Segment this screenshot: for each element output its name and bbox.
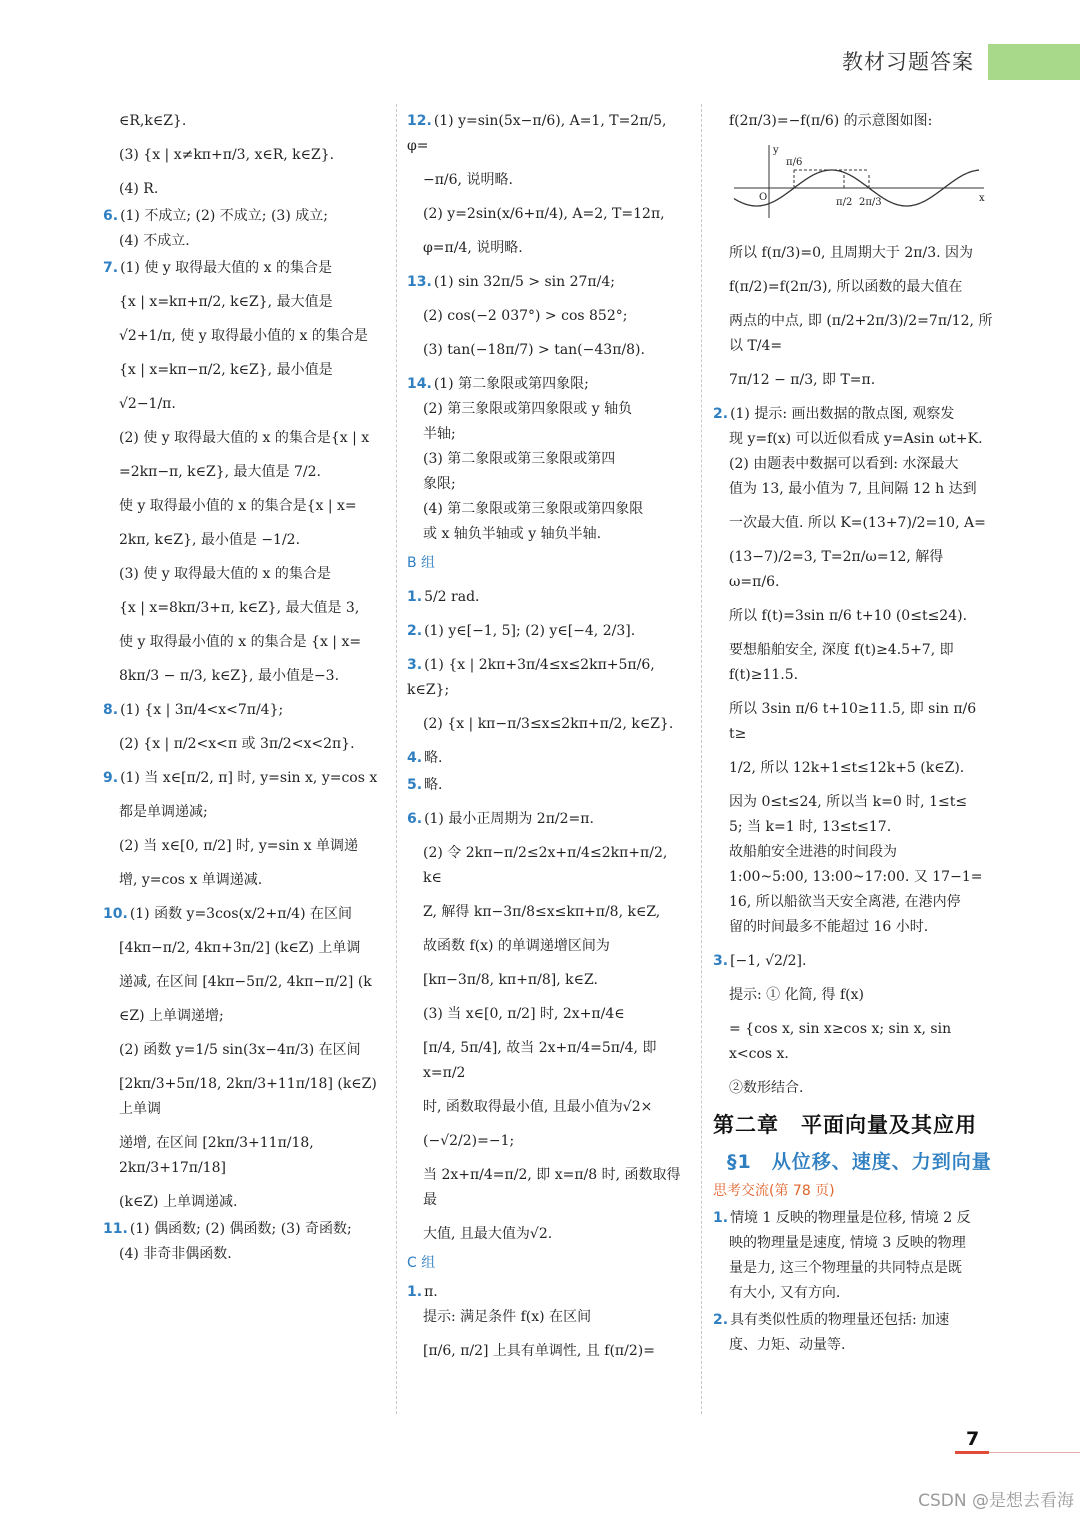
- answer-line: [407, 934, 689, 959]
- answer-line: [713, 815, 993, 840]
- answer-text: 16, 所以船欲当天安全离港, 在港内停: [729, 894, 961, 910]
- answer-text: (2) 当 x∈[0, π/2] 时, y=sin x 单调递: [119, 838, 359, 854]
- answer-text: 量是力, 这三个物理量的共同特点是既: [729, 1260, 962, 1276]
- answer-item: [407, 270, 689, 363]
- sine-sketch-graph: [729, 143, 989, 223]
- answer-item: [103, 177, 383, 202]
- answer-text: f(π/2)=f(2π/3), 所以函数的最大值在: [729, 279, 963, 295]
- question-number: 1.: [713, 1210, 729, 1226]
- answer-line: [407, 1305, 689, 1330]
- answer-text: 半轴;: [423, 426, 456, 442]
- answer-item: [713, 1206, 993, 1306]
- answer-column-right: [713, 100, 993, 1360]
- answer-line: [103, 358, 383, 383]
- answer-line: [407, 422, 689, 447]
- answer-line: [407, 304, 689, 329]
- answer-line: [407, 807, 689, 832]
- tick-label: π/6: [786, 157, 803, 168]
- answer-item: [103, 143, 383, 168]
- answer-text: 有大小, 又有方向.: [729, 1285, 841, 1301]
- answer-line: [103, 1242, 383, 1267]
- answer-line: [713, 545, 993, 595]
- answer-line: [713, 1256, 993, 1281]
- answer-line: [407, 338, 689, 363]
- answer-line: [713, 109, 993, 134]
- answer-line: [407, 712, 689, 737]
- column-divider: [396, 104, 397, 1414]
- answer-text: 2kπ, k∈Z}, 最小值是 −1/2.: [119, 532, 301, 548]
- answer-text: 1/2, 所以 12k+1≤t≤12k+5 (k∈Z).: [729, 760, 965, 776]
- answer-item: [407, 653, 689, 737]
- answer-item: [407, 1280, 689, 1364]
- answer-line: [407, 1339, 689, 1364]
- answer-text: 情境 1 反映的物理量是位移, 情境 2 反: [730, 1210, 971, 1226]
- answer-text: (k∈Z) 上单调递减.: [119, 1194, 238, 1210]
- answer-line: [103, 109, 383, 134]
- answer-text: [4kπ−π/2, 4kπ+3π/2] (k∈Z) 上单调: [119, 940, 361, 956]
- subsection-title: 思考交流(第 78 页): [713, 1183, 835, 1199]
- answer-text: (1) 使 y 取得最大值的 x 的集合是: [120, 260, 332, 276]
- question-number: 11.: [103, 1221, 128, 1237]
- answer-text: (1) {x | 2kπ+3π/4≤x≤2kπ+5π/6, k∈Z};: [407, 657, 655, 698]
- answer-text: ∈R,k∈Z}.: [119, 113, 187, 129]
- question-number: 9.: [103, 770, 119, 786]
- header-title: 教材习题答案: [842, 50, 974, 74]
- answer-line: [407, 746, 689, 771]
- answer-line: [407, 1222, 689, 1247]
- answer-text: 因为 0≤t≤24, 所以当 k=0 时, 1≤t≤: [729, 794, 968, 810]
- tick-label: π/2: [836, 197, 853, 208]
- answer-line: [713, 275, 993, 300]
- answer-line: [713, 477, 993, 502]
- answer-line: [103, 1190, 383, 1215]
- answer-line: [407, 236, 689, 261]
- answer-text: 度、力矩、动量等.: [729, 1337, 846, 1353]
- answer-text: [π/4, 5π/4], 故当 2x+π/4=5π/4, 即 x=π/2: [423, 1040, 657, 1081]
- answer-line: [713, 1308, 993, 1333]
- x-axis-label: x: [979, 193, 985, 204]
- answer-item: [103, 766, 383, 893]
- answer-line: [103, 1038, 383, 1063]
- answer-text: 故函数 f(x) 的单调递增区间为: [423, 938, 610, 954]
- answer-text: 递增, 在区间 [2kπ/3+11π/18, 2kπ/3+17π/18]: [119, 1135, 314, 1176]
- answer-item: [407, 372, 689, 547]
- answer-line: [103, 528, 383, 553]
- answer-line: [407, 900, 689, 925]
- answer-line: [713, 756, 993, 781]
- chapter-title: 第二章 平面向量及其应用: [713, 1113, 977, 1137]
- question-number: 8.: [103, 702, 119, 718]
- answer-item: [103, 902, 383, 1215]
- answer-text: 时, 函数取得最小值, 且最小值为√2×: [423, 1099, 653, 1115]
- answer-line: [407, 773, 689, 798]
- answer-line: [103, 902, 383, 927]
- answer-line: [407, 397, 689, 422]
- answer-text: 都是单调递减;: [119, 804, 208, 820]
- answer-line: [407, 841, 689, 891]
- answer-item: [407, 619, 689, 644]
- answer-text: (4) 不成立.: [119, 233, 190, 249]
- answer-text: (1) 当 x∈[π/2, π] 时, y=sin x, y=cos x: [120, 770, 378, 786]
- answer-text: √2−1/π.: [119, 396, 176, 412]
- answer-text: 递减, 在区间 [4kπ−5π/2, 4kπ−π/2] (k: [119, 974, 372, 990]
- answer-line: [713, 511, 993, 536]
- answer-line: [407, 619, 689, 644]
- answer-line: [103, 1131, 383, 1181]
- answer-item: [407, 109, 689, 261]
- answer-line: [103, 290, 383, 315]
- answer-text: (1) 提示: 画出数据的散点图, 观察发: [730, 406, 955, 422]
- answer-line: [103, 143, 383, 168]
- answer-line: [103, 766, 383, 791]
- answer-line: [713, 865, 993, 890]
- answer-text: 当 2x+π/4=π/2, 即 x=π/8 时, 函数取得最: [423, 1167, 681, 1208]
- answer-line: [713, 663, 993, 688]
- answer-text: −π/6, 说明略.: [423, 172, 513, 188]
- answer-item: [713, 109, 993, 232]
- answer-line: [407, 1095, 689, 1120]
- answer-line: [713, 402, 993, 427]
- answer-text: (1) y=sin(5x−π/6), A=1, T=2π/5, φ=: [407, 113, 667, 154]
- answer-line: [103, 204, 383, 229]
- answer-item: [407, 746, 689, 771]
- answer-text: ∈Z) 上单调递增;: [119, 1008, 224, 1024]
- answer-text: (1) 不成立; (2) 不成立; (3) 成立;: [120, 208, 328, 224]
- answer-line: [713, 638, 993, 663]
- answer-text: φ=π/4, 说明略.: [423, 240, 523, 256]
- answer-item: [407, 585, 689, 610]
- answer-line: [103, 698, 383, 723]
- answer-text: (4) 第二象限或第三象限或第四象限: [423, 501, 644, 517]
- page-number-underline: [955, 1451, 989, 1454]
- answer-text: {x | x=8kπ/3+π, k∈Z}, 最大值是 3,: [119, 600, 360, 616]
- answer-line: [103, 426, 383, 451]
- answer-line: [103, 834, 383, 859]
- question-number: 1.: [407, 1284, 423, 1300]
- answer-text: =2kπ−π, k∈Z}, 最大值是 7/2.: [119, 464, 321, 480]
- answer-line: [103, 256, 383, 281]
- answer-text: 现 y=f(x) 可以近似看成 y=Asin ωt+K.: [729, 431, 983, 447]
- watermark: CSDN @是想去看海: [918, 1491, 1074, 1511]
- answer-text: √2+1/π, 使 y 取得最小值的 x 的集合是: [119, 328, 368, 344]
- answer-text: 所以 f(t)=3sin π/6 t+10 (0≤t≤24).: [729, 608, 968, 624]
- answer-text: 略.: [424, 750, 443, 766]
- answer-text: (3) 当 x∈[0, π/2] 时, 2x+π/4∈: [423, 1006, 625, 1022]
- answer-column-middle: [407, 100, 689, 1373]
- answer-line: [713, 1281, 993, 1306]
- answer-item: [407, 773, 689, 798]
- answer-line: [407, 522, 689, 547]
- answer-line: [713, 1076, 993, 1101]
- answer-text: 5/2 rad.: [424, 589, 480, 605]
- answer-line: [407, 653, 689, 703]
- answer-line: [103, 1004, 383, 1029]
- answer-text: (1) {x | 3π/4<x<7π/4};: [120, 702, 284, 718]
- answer-text: (3) 第二象限或第三象限或第四: [423, 451, 616, 467]
- group-heading: B 组: [407, 555, 436, 571]
- answer-line: [713, 915, 993, 940]
- answer-line: [407, 585, 689, 610]
- answer-text: (3) 使 y 取得最大值的 x 的集合是: [119, 566, 331, 582]
- answer-line: [713, 427, 993, 452]
- answer-line: [407, 1163, 689, 1213]
- answer-line: [407, 1002, 689, 1027]
- answer-line: [407, 109, 689, 159]
- answer-item: [103, 1217, 383, 1267]
- answer-text: 增, y=cos x 单调递减.: [119, 872, 263, 888]
- answer-line: [713, 241, 993, 266]
- answer-line: [713, 1333, 993, 1358]
- answer-item: [103, 256, 383, 689]
- answer-item: [103, 698, 383, 757]
- answer-line: [713, 949, 993, 974]
- answer-text: (1) y∈[−1, 5]; (2) y∈[−4, 2/3].: [424, 623, 636, 639]
- answer-text: [π/6, π/2] 上具有单调性, 且 f(π/2)=: [423, 1343, 655, 1359]
- answer-text: ②数形结合.: [729, 1080, 804, 1096]
- question-number: 7.: [103, 260, 119, 276]
- answer-line: [103, 732, 383, 757]
- answer-text: (1) 第二象限或第四象限;: [433, 376, 589, 392]
- answer-line: [103, 1072, 383, 1122]
- answer-text: 具有类似性质的物理量还包括: 加速: [730, 1312, 950, 1328]
- answer-line: [407, 447, 689, 472]
- answer-text: [−1, √2/2].: [730, 953, 807, 969]
- answer-line: [407, 1280, 689, 1305]
- question-number: 5.: [407, 777, 423, 793]
- answer-text: 7π/12 − π/3, 即 T=π.: [729, 372, 876, 388]
- answer-text: 提示: 满足条件 f(x) 在区间: [423, 1309, 592, 1325]
- answer-column-left: [103, 100, 383, 1269]
- answer-line: [713, 1231, 993, 1256]
- answer-text: (1) 函数 y=3cos(x/2+π/4) 在区间: [129, 906, 352, 922]
- question-number: 13.: [407, 274, 432, 290]
- answer-text: (2) cos(−2 037°) > cos 852°;: [423, 308, 628, 324]
- answer-line: [103, 1217, 383, 1242]
- answer-line: [103, 630, 383, 655]
- answer-text: (1) 偶函数; (2) 偶函数; (3) 奇函数;: [129, 1221, 352, 1237]
- answer-line: [103, 460, 383, 485]
- question-number: 6.: [407, 811, 423, 827]
- answer-line: [713, 790, 993, 815]
- answer-line: [103, 229, 383, 254]
- column-divider: [701, 104, 702, 1414]
- answer-text: (1) 最小正周期为 2π/2=π.: [424, 811, 594, 827]
- answer-line: [713, 983, 993, 1008]
- answer-line: [103, 562, 383, 587]
- page-number: 7: [966, 1428, 980, 1450]
- header-tab: [988, 44, 1080, 80]
- question-number: 2.: [407, 623, 423, 639]
- answer-text: 要想船舶安全, 深度 f(t)≥4.5+7, 即: [729, 642, 954, 658]
- answer-text: {x | x=kπ+π/2, k∈Z}, 最大值是: [119, 294, 333, 310]
- answer-line: [407, 472, 689, 497]
- answer-line: [713, 1017, 993, 1067]
- y-axis-label: y: [773, 145, 779, 156]
- answer-text: 使 y 取得最小值的 x 的集合是{x | x=: [119, 498, 357, 514]
- answer-line: [103, 800, 383, 825]
- answer-text: Z, 解得 kπ−3π/8≤x≤kπ+π/8, k∈Z,: [423, 904, 661, 920]
- answer-line: [103, 324, 383, 349]
- answer-line: [713, 697, 993, 747]
- answer-text: {x | x=kπ−π/2, k∈Z}, 最小值是: [119, 362, 333, 378]
- origin-label: O: [759, 192, 768, 203]
- answer-line: [713, 604, 993, 629]
- answer-text: (4) 非奇非偶函数.: [119, 1246, 232, 1262]
- answer-text: (2) 使 y 取得最大值的 x 的集合是{x | x: [119, 430, 370, 446]
- answer-text: 提示: ① 化简, 得 f(x): [729, 987, 864, 1003]
- graph-figure: [729, 143, 993, 232]
- answer-item: [103, 109, 383, 134]
- answer-text: (2) 令 2kπ−π/2≤2x+π/4≤2kπ+π/2, k∈: [423, 845, 668, 886]
- answer-line: [103, 868, 383, 893]
- answer-text: 1:00~5:00, 13:00~17:00. 又 17−1=: [729, 869, 983, 885]
- answer-text: (2) y=2sin(x/6+π/4), A=2, T=12π,: [423, 206, 665, 222]
- answer-line: [407, 168, 689, 193]
- answer-text: [kπ−3π/8, kπ+π/8], k∈Z.: [423, 972, 598, 988]
- answer-text: (1) sin 32π/5 > sin 27π/4;: [433, 274, 615, 290]
- answer-text: f(2π/3)=−f(π/6) 的示意图如图:: [729, 113, 933, 129]
- answer-text: 两点的中点, 即 (π/2+2π/3)/2=7π/12, 所以 T/4=: [729, 313, 993, 354]
- answer-text: (−√2/2)=−1;: [423, 1133, 515, 1149]
- footer-rule: [989, 1452, 1080, 1453]
- answer-item: [407, 807, 689, 1247]
- answer-line: [407, 1036, 689, 1086]
- answer-line: [407, 372, 689, 397]
- question-number: 6.: [103, 208, 119, 224]
- answer-line: [103, 392, 383, 417]
- answer-line: [103, 494, 383, 519]
- answer-text: 使 y 取得最小值的 x 的集合是 {x | x=: [119, 634, 362, 650]
- answer-line: [713, 1206, 993, 1231]
- answer-line: [713, 840, 993, 865]
- answer-text: 象限;: [423, 476, 456, 492]
- question-number: 4.: [407, 750, 423, 766]
- answer-text: = {cos x, sin x≥cos x; sin x, sin x<cos x.: [729, 1021, 952, 1062]
- answer-line: [713, 368, 993, 393]
- answer-text: 故船舶安全进港的时间段为: [729, 844, 897, 860]
- answer-line: [407, 270, 689, 295]
- answer-text: (13−7)/2=3, T=2π/ω=12, 解得 ω=π/6.: [729, 549, 944, 590]
- answer-text: (2) {x | kπ−π/3≤x≤2kπ+π/2, k∈Z}.: [423, 716, 674, 732]
- answer-text: 8kπ/3 − π/3, k∈Z}, 最小值是−3.: [119, 668, 340, 684]
- section-title: §1 从位移、速度、力到向量: [727, 1151, 992, 1173]
- question-number: 1.: [407, 589, 423, 605]
- answer-item: [713, 949, 993, 1101]
- answer-text: 或 x 轴负半轴或 y 轴负半轴.: [423, 526, 602, 542]
- answer-text: 5; 当 k=1 时, 13≤t≤17.: [729, 819, 892, 835]
- answer-line: [407, 202, 689, 227]
- group-heading: C 组: [407, 1255, 436, 1271]
- answer-text: f(t)≥11.5.: [729, 667, 799, 683]
- question-number: 3.: [713, 953, 729, 969]
- question-number: 12.: [407, 113, 432, 129]
- answer-line: [103, 936, 383, 961]
- answer-line: [713, 309, 993, 359]
- answer-text: 略.: [424, 777, 443, 793]
- answer-text: 值为 13, 最小值为 7, 且间隔 12 h 达到: [729, 481, 977, 497]
- answer-text: 所以 3sin π/6 t+10≥11.5, 即 sin π/6 t≥: [729, 701, 977, 742]
- answer-line: [407, 1129, 689, 1154]
- answer-text: (2) {x | π/2<x<π 或 3π/2<x<2π}.: [119, 736, 355, 752]
- answer-text: [2kπ/3+5π/18, 2kπ/3+11π/18] (k∈Z) 上单调: [119, 1076, 377, 1117]
- answer-item: [713, 1308, 993, 1358]
- question-number: 2.: [713, 406, 729, 422]
- answer-text: 大值, 且最大值为√2.: [423, 1226, 553, 1242]
- answer-text: (4) R.: [119, 181, 159, 197]
- question-number: 2.: [713, 1312, 729, 1328]
- answer-text: 留的时间最多不能超过 16 小时.: [729, 919, 929, 935]
- answer-line: [713, 452, 993, 477]
- answer-line: [407, 968, 689, 993]
- answer-item: [713, 402, 993, 940]
- answer-line: [713, 890, 993, 915]
- tick-label: 2π/3: [859, 197, 882, 208]
- answer-line: [103, 177, 383, 202]
- answer-line: [103, 664, 383, 689]
- answer-item: [103, 204, 383, 254]
- question-number: 10.: [103, 906, 128, 922]
- answer-text: 映的物理量是速度, 情境 3 反映的物理: [729, 1235, 966, 1251]
- answer-text: (2) 函数 y=1/5 sin(3x−4π/3) 在区间: [119, 1042, 361, 1058]
- answer-text: (3) {x | x≠kπ+π/3, x∈R, k∈Z}.: [119, 147, 335, 163]
- answer-item: [713, 241, 993, 393]
- answer-text: (3) tan(−18π/7) > tan(−43π/8).: [423, 342, 645, 358]
- answer-text: (2) 由题表中数据可以看到: 水深最大: [729, 456, 959, 472]
- answer-text: π.: [424, 1284, 438, 1300]
- answer-text: (2) 第三象限或第四象限或 y 轴负: [423, 401, 633, 417]
- question-number: 14.: [407, 376, 432, 392]
- answer-line: [103, 596, 383, 621]
- answer-line: [103, 970, 383, 995]
- answer-text: 所以 f(π/3)=0, 且周期大于 2π/3. 因为: [729, 245, 974, 261]
- question-number: 3.: [407, 657, 423, 673]
- answer-line: [407, 497, 689, 522]
- answer-text: 一次最大值. 所以 K=(13+7)/2=10, A=: [729, 515, 986, 531]
